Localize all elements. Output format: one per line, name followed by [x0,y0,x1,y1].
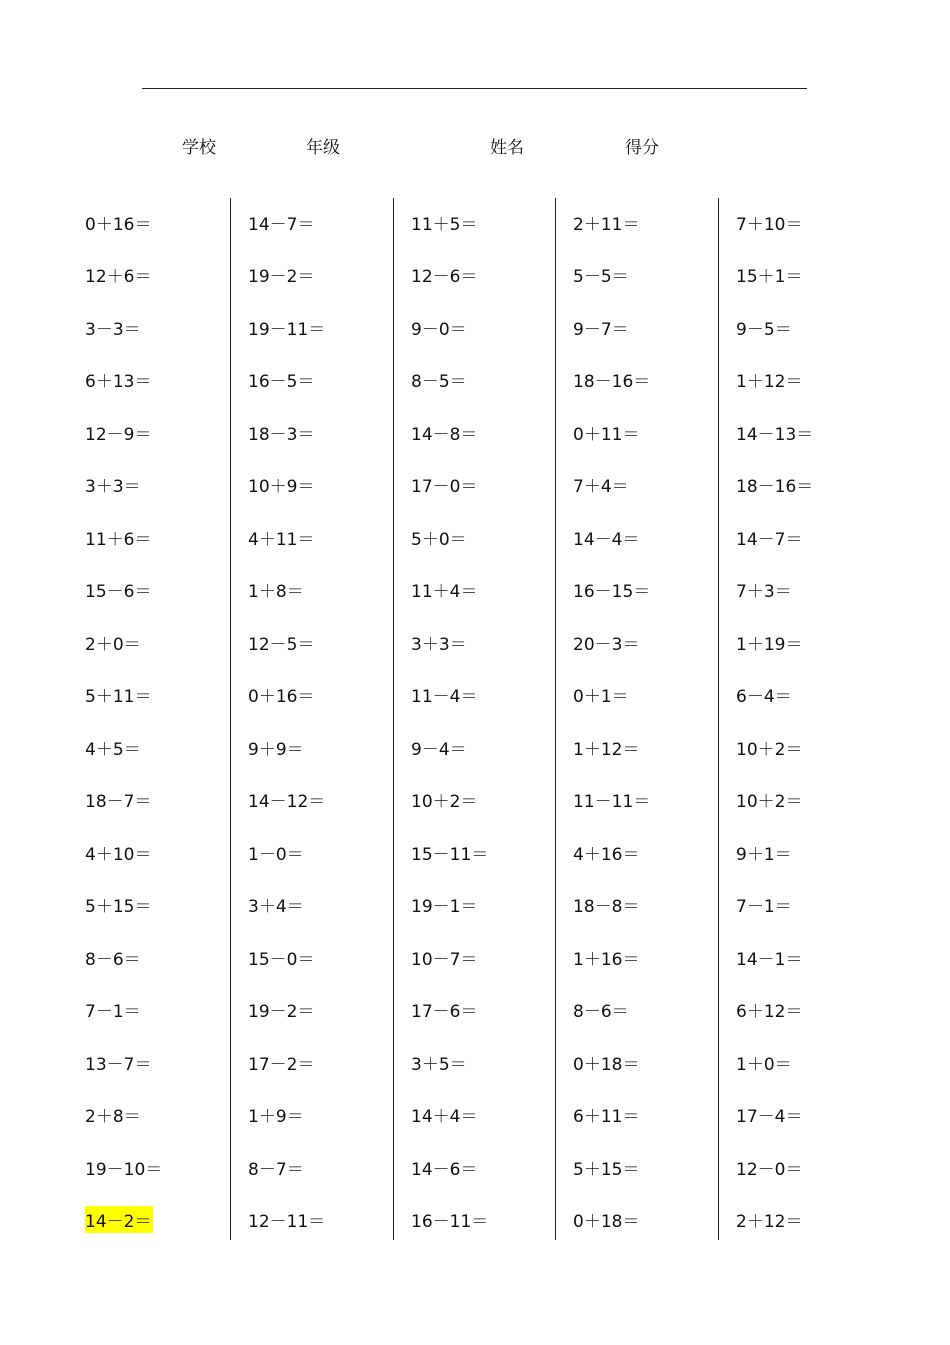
problem-text: 10－7＝ [411,949,478,970]
problem-item [736,459,886,512]
problem-text: 2＋0＝ [85,634,141,655]
problem-text: 0＋16＝ [85,214,152,235]
problem-item [573,301,723,354]
problem-text: 8－7＝ [248,1159,304,1180]
problem-item [85,616,235,669]
problem-text: 14－1＝ [736,949,803,970]
problem-item [736,1089,886,1142]
problem-text: 9＋9＝ [248,739,304,760]
problem-text: 11＋6＝ [85,529,152,550]
problem-text: 5－5＝ [573,267,629,288]
problem-item [573,459,723,512]
problem-column-1 [85,196,235,1246]
problem-text: 4＋16＝ [573,844,640,865]
problem-item [573,669,723,722]
problem-item [736,249,886,302]
problem-item [248,301,398,354]
problem-text: 5＋15＝ [85,897,152,918]
problem-item [573,249,723,302]
problem-text: 1＋12＝ [573,739,640,760]
problem-item [736,1194,886,1247]
problem-item [573,354,723,407]
problem-item [411,669,561,722]
problem-text: 14－7＝ [736,529,803,550]
problem-item [85,1036,235,1089]
problem-item [736,879,886,932]
problem-text: 1＋9＝ [248,1107,304,1128]
problem-text: 7＋3＝ [736,582,792,603]
problem-text: 15－6＝ [85,582,152,603]
problem-item [248,721,398,774]
problem-item [411,879,561,932]
problem-item [248,774,398,827]
problem-text: 0＋11＝ [573,424,640,445]
problem-text: 15－11＝ [411,844,489,865]
problem-text: 9－5＝ [736,319,792,340]
problem-item [85,1141,235,1194]
problem-item [411,564,561,617]
problem-item [573,511,723,564]
problem-text: 10＋2＝ [411,792,478,813]
problem-column-3 [411,196,561,1246]
problem-item [85,931,235,984]
problem-item [736,984,886,1037]
problem-text: 12－6＝ [411,267,478,288]
problem-item [573,774,723,827]
problem-text: 4＋10＝ [85,844,152,865]
problem-item [573,406,723,459]
problem-text: 17－0＝ [411,477,478,498]
problem-item [411,511,561,564]
problem-text: 3＋3＝ [85,477,141,498]
problem-item [573,616,723,669]
problem-item [736,406,886,459]
problem-text: 19－10＝ [85,1159,163,1180]
problem-text: 1＋19＝ [736,634,803,655]
problem-item [85,669,235,722]
problem-text: 0＋1＝ [573,687,629,708]
problem-text: 17－4＝ [736,1107,803,1128]
problem-item [85,301,235,354]
problem-item [85,774,235,827]
problem-text: 4＋11＝ [248,529,315,550]
problem-text: 5＋11＝ [85,687,152,708]
problem-item [248,511,398,564]
problem-item [736,669,886,722]
problem-item [736,616,886,669]
problem-item [736,1036,886,1089]
problem-text: 6＋12＝ [736,1002,803,1023]
problem-text: 19－2＝ [248,1002,315,1023]
problem-item [85,879,235,932]
problem-item [573,826,723,879]
problem-text: 1＋12＝ [736,372,803,393]
problem-item [411,196,561,249]
problem-item [736,564,886,617]
problem-item [85,826,235,879]
problem-text: 14－13＝ [736,424,814,445]
problem-item [85,1089,235,1142]
problem-item [411,774,561,827]
problem-item [573,721,723,774]
problem-text: 14－4＝ [573,529,640,550]
problem-item [248,669,398,722]
problem-column-2 [248,196,398,1246]
problem-text: 7－1＝ [736,897,792,918]
problem-text: 5＋15＝ [573,1159,640,1180]
problem-text: 7－1＝ [85,1002,141,1023]
problem-text: 14－6＝ [411,1159,478,1180]
problem-item [573,1036,723,1089]
problem-text: 13－7＝ [85,1054,152,1075]
problem-text: 6＋11＝ [573,1107,640,1128]
problem-text: 12－0＝ [736,1159,803,1180]
problem-text: 1＋8＝ [248,582,304,603]
problem-text: 12－9＝ [85,424,152,445]
problem-item [248,459,398,512]
problem-item [411,984,561,1037]
problem-item [85,511,235,564]
top-rule [142,88,807,89]
problem-item [85,984,235,1037]
problem-item [248,1194,398,1247]
problem-item [85,721,235,774]
name-label: 姓名 [490,138,524,158]
problem-item [411,406,561,459]
problem-text: 2＋8＝ [85,1107,141,1128]
problem-text: 20－3＝ [573,634,640,655]
problem-item [248,616,398,669]
problem-item [248,564,398,617]
problem-item [736,931,886,984]
problem-item [411,459,561,512]
problem-text: 17－6＝ [411,1002,478,1023]
problem-text: 16－11＝ [411,1212,489,1233]
problem-text: 16－15＝ [573,582,651,603]
problem-item [736,1141,886,1194]
problem-text: 3＋5＝ [411,1054,467,1075]
problem-item [411,354,561,407]
problem-item [573,564,723,617]
problem-text: 16－5＝ [248,372,315,393]
problem-text: 18－3＝ [248,424,315,445]
problem-text: 19－1＝ [411,897,478,918]
problem-text: 8－6＝ [573,1002,629,1023]
problem-item [248,196,398,249]
problem-text: 6＋13＝ [85,372,152,393]
problem-text: 2＋12＝ [736,1212,803,1233]
problem-item [573,1089,723,1142]
problem-item [248,354,398,407]
problem-item [248,826,398,879]
problem-text: 10＋9＝ [248,477,315,498]
grade-label: 年级 [306,138,340,158]
problem-text: 11＋4＝ [411,582,478,603]
problem-text: 9＋1＝ [736,844,792,865]
problem-item [736,511,886,564]
problem-text: 19－11＝ [248,319,326,340]
problem-item [573,931,723,984]
problem-item [85,249,235,302]
problem-text: 12－11＝ [248,1212,326,1233]
problem-item [736,721,886,774]
problem-text: 11＋5＝ [411,214,478,235]
problem-item [85,459,235,512]
problem-item [85,354,235,407]
problem-item [411,301,561,354]
problem-item [573,1194,723,1247]
problem-text: 14＋4＝ [411,1107,478,1128]
problem-text: 8－5＝ [411,372,467,393]
problem-text: 19－2＝ [248,267,315,288]
problem-item [573,984,723,1037]
problem-item [248,1141,398,1194]
score-label: 得分 [625,138,659,158]
problem-text: 14－2＝ [85,1206,153,1233]
problem-text: 11－4＝ [411,687,478,708]
problem-item [85,564,235,617]
problem-item [248,931,398,984]
problem-text: 18－16＝ [736,477,814,498]
problem-text: 8－6＝ [85,949,141,970]
problem-text: 14－8＝ [411,424,478,445]
problem-item [573,879,723,932]
problem-item [411,721,561,774]
problem-item [736,774,886,827]
problem-item [411,826,561,879]
problem-item [411,931,561,984]
problem-item [411,1036,561,1089]
problem-item [573,1141,723,1194]
problem-text: 3＋3＝ [411,634,467,655]
problem-text: 1＋0＝ [736,1054,792,1075]
problem-item [248,1089,398,1142]
problem-text: 10＋2＝ [736,792,803,813]
problem-text: 17－2＝ [248,1054,315,1075]
problem-text: 15－0＝ [248,949,315,970]
problem-item [411,1194,561,1247]
problem-item [573,196,723,249]
problem-item [248,984,398,1037]
problem-item [736,826,886,879]
problem-text: 12－5＝ [248,634,315,655]
problem-item [248,249,398,302]
problem-item [411,616,561,669]
problem-item [736,196,886,249]
problem-text: 15＋1＝ [736,267,803,288]
problem-item [248,1036,398,1089]
problem-text: 9－7＝ [573,319,629,340]
problem-text: 6－4＝ [736,687,792,708]
problem-column-4 [573,196,723,1246]
problem-item [411,249,561,302]
problem-text: 7＋4＝ [573,477,629,498]
problem-text: 0＋18＝ [573,1054,640,1075]
problem-text: 18－7＝ [85,792,152,813]
problem-text: 3－3＝ [85,319,141,340]
school-label: 学校 [182,138,216,158]
problem-text: 1＋16＝ [573,949,640,970]
problem-item [85,1194,235,1247]
problem-text: 9－4＝ [411,739,467,760]
problem-item [248,406,398,459]
problem-column-5 [736,196,886,1246]
problem-text: 18－16＝ [573,372,651,393]
problem-item [85,406,235,459]
problem-text: 18－8＝ [573,897,640,918]
problem-item [248,879,398,932]
problem-item [736,354,886,407]
problem-text: 1－0＝ [248,844,304,865]
problem-text: 14－7＝ [248,214,315,235]
problem-text: 10＋2＝ [736,739,803,760]
problem-text: 0＋16＝ [248,687,315,708]
problem-text: 5＋0＝ [411,529,467,550]
problem-text: 7＋10＝ [736,214,803,235]
problem-text: 14－12＝ [248,792,326,813]
problem-item [736,301,886,354]
problem-text: 12＋6＝ [85,267,152,288]
problem-text: 4＋5＝ [85,739,141,760]
problem-item [411,1141,561,1194]
problem-text: 3＋4＝ [248,897,304,918]
problem-text: 0＋18＝ [573,1212,640,1233]
problem-text: 9－0＝ [411,319,467,340]
problem-item [411,1089,561,1142]
problem-text: 11－11＝ [573,792,651,813]
problem-text: 2＋11＝ [573,214,640,235]
problem-item [85,196,235,249]
